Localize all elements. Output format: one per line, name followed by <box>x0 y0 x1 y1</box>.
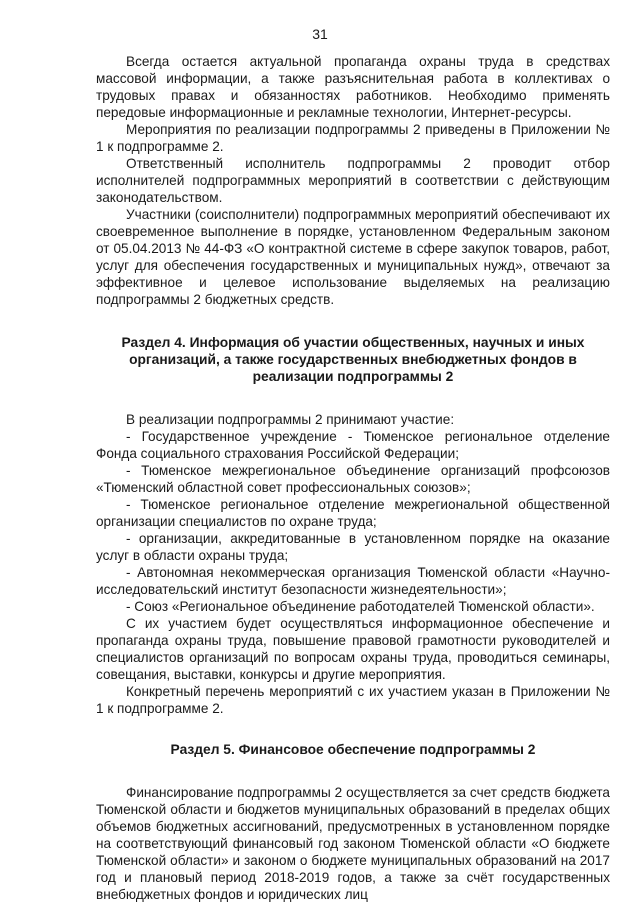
paragraph-participation: С их участием будет осуществляться информационное обеспечение и пропаганда охраны труда, повышение правовой грамотности руководителей и специалистов организаций по вопросам охраны труда, проводиться семинары, совещания, выставки, конкурсы и другие мероприятия. <box>96 616 610 682</box>
section-4-heading: Раздел 4. Информация об участии общественных, научных и иных организаций, а также государственных внебюджетных фондов в реализации подпрограммы 2 <box>121 335 585 384</box>
participant-item: - Тюменское межрегиональное объединение организаций профсоюзов «Тюменский областной совет профессиональных союзов»; <box>96 463 610 495</box>
section-5-heading: Раздел 5. Финансовое обеспечение подпрограммы 2 <box>170 742 536 757</box>
participant-item: - Тюменское региональное отделение межрегиональной общественной организации специалистов по охране труда; <box>96 497 610 529</box>
paragraph-participants: Участники (соисполнители) подпрограммных мероприятий обеспечивают их своевременное выполнение в порядке, установленном Федеральным законом от 05.04.2013 № 44-ФЗ «О контрактной системе в сфере закупок товаров, работ, услуг для обеспечения государственных и муниципальных нужд», отвечают за эффективное и целевое использование выделяемых на реализацию подпрограммы 2 бюджетных средств. <box>96 207 610 307</box>
paragraph-list-reference: Конкретный перечень мероприятий с их участием указан в Приложении № 1 к подпрограмме 2. <box>96 684 610 716</box>
page-content <box>96 53 610 903</box>
participant-item: - Союз «Региональное объединение работодателей Тюменской области». <box>126 599 595 614</box>
page-number: 31 <box>312 26 328 42</box>
paragraph-responsible-executor: Ответственный исполнитель подпрограммы 2 проводит отбор исполнителей подпрограммных мероприятий в соответствии с действующим законодательством. <box>96 156 610 205</box>
section-4-intro: В реализации подпрограммы 2 принимают участие: <box>126 412 455 427</box>
paragraph-propaganda: Всегда остается актуальной пропаганда охраны труда в средствах массовой информации, а также разъяснительная работа в коллективах о трудовых правах и обязанностях работников. Необходимо применять передовые информационные и рекламные технологии, Интернет-ресурсы. <box>96 54 610 120</box>
paragraph-measures-appendix: Мероприятия по реализации подпрограммы 2 приведены в Приложении № 1 к подпрограмме 2. <box>96 122 610 154</box>
paragraph-financing: Финансирование подпрограммы 2 осуществляется за счет средств бюджета Тюменской области и бюджетов муниципальных образований в пределах общих объемов бюджетных ассигнований, предусмотренных в установленном порядке на соответствующий финансовый год законом Тюменской области «О бюджете Тюменской области» и законом о бюджете муниципальных образований на 2017 год и плановый период 2018-2019 годов, а также за счёт государственных внебюджетных фондов и юридических лиц <box>96 785 610 902</box>
participant-item: - Государственное учреждение - Тюменское региональное отделение Фонда социального страхования Российской Федерации; <box>96 429 610 461</box>
participant-item: - организации, аккредитованные в установленном порядке на оказание услуг в области охраны труда; <box>96 531 610 563</box>
participant-item: - Автономная некоммерческая организация Тюменской области «Научно-исследовательский институт безопасности жизнедеятельности»; <box>96 565 610 597</box>
